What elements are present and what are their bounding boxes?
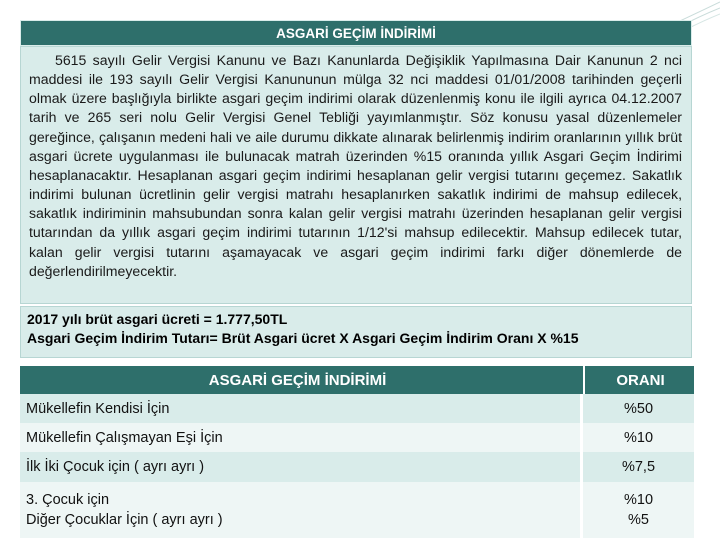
- page-title: [20, 20, 692, 46]
- rates-table: [20, 366, 694, 538]
- row-rate-secondary: %5: [628, 512, 649, 528]
- description-panel: [20, 46, 692, 304]
- row-label-secondary: Diğer Çocuklar İçin ( ayrı ayrı ): [26, 512, 223, 528]
- minimum-wage-line: 2017 yılı brüt asgari ücreti = 1.777,50TL: [27, 311, 288, 327]
- row-rate: %50: [623, 400, 654, 417]
- header-col-rate: ORANI: [583, 366, 696, 394]
- row-rate: %10: [623, 429, 654, 446]
- row-label: 3. Çocuk için: [26, 492, 110, 508]
- formula-line: Asgari Geçim İndirim Tutarı= Brüt Asgari ücret X Asgari Geçim İndirim Oranı X %15: [27, 330, 579, 346]
- row-label: Mükellefin Çalışmayan Eşi İçin: [26, 429, 223, 446]
- row-label: İlk İki Çocuk için ( ayrı ayrı ): [26, 459, 205, 475]
- formula-box: [20, 306, 692, 358]
- table-row: [20, 482, 694, 538]
- row-rate: %10: [623, 492, 654, 508]
- table-row: [20, 452, 694, 482]
- table-row: [20, 394, 694, 423]
- header-col-allowance: ASGARİ GEÇİM İNDİRİMİ: [208, 371, 387, 389]
- table-row: [20, 423, 694, 452]
- table-header: [20, 366, 694, 394]
- column-divider: [580, 394, 583, 538]
- page-title-text: ASGARİ GEÇİM İNDİRİMİ: [276, 25, 436, 41]
- row-rate: %7,5: [621, 459, 656, 475]
- description-paragraph: 5615 sayılı Gelir Vergisi Kanunu ve Bazı Kanunlarda Değişiklik Yapılmasına Dair Kanunun 2 nci maddesi ile 193 sayılı Gelir Vergisi Kanununun mülga 32 nci maddesi 01/01/2008 tarihinden geçerli olmak üzere başlığıyla birlikte asgari geçim indirimi olarak düzenlenmiş konu ile ilgili ayrıca 04.12.2007 tarih ve 265 seri nolu Gelir Vergisi Genel Tebliği yayımlanmıştır. Söz konusu yasal düzenlemeler gereğince, çalışanın medeni hali ve aile durumu dikkate alınarak belirlenmiş indirim oranlarının yıllık brüt asgari ücrete uygulanması ile bulunacak matrah üzerinden %15 oranında yıllık Asgari Geçim İndirimi hesaplanacaktır. Hesaplanan asgari geçim indirimi hesaplanan gelir vergisi tutarını geçemez. Sakatlık indirimi bulunan ücretlinin gelir vergisi matrahı hesaplanırken sakatlık indirimi de mahsup edilecek, sakatlık indiriminin mahsubundan sonra kalan gelir vergisi matrahı üzerinden hesaplanan gelir vergisi tutarından da yıllık asgari geçim indirimi tutarının 1/12'si mahsup edilecektir. Mahsup edilecek tutar, kalan gelir vergisi tutarını aşamayacak ve asgari geçim indirimi farkı diğer dönemlerde de değerlendirilmeyecektir.: [29, 52, 682, 279]
- row-label: Mükellefin Kendisi İçin: [26, 400, 170, 417]
